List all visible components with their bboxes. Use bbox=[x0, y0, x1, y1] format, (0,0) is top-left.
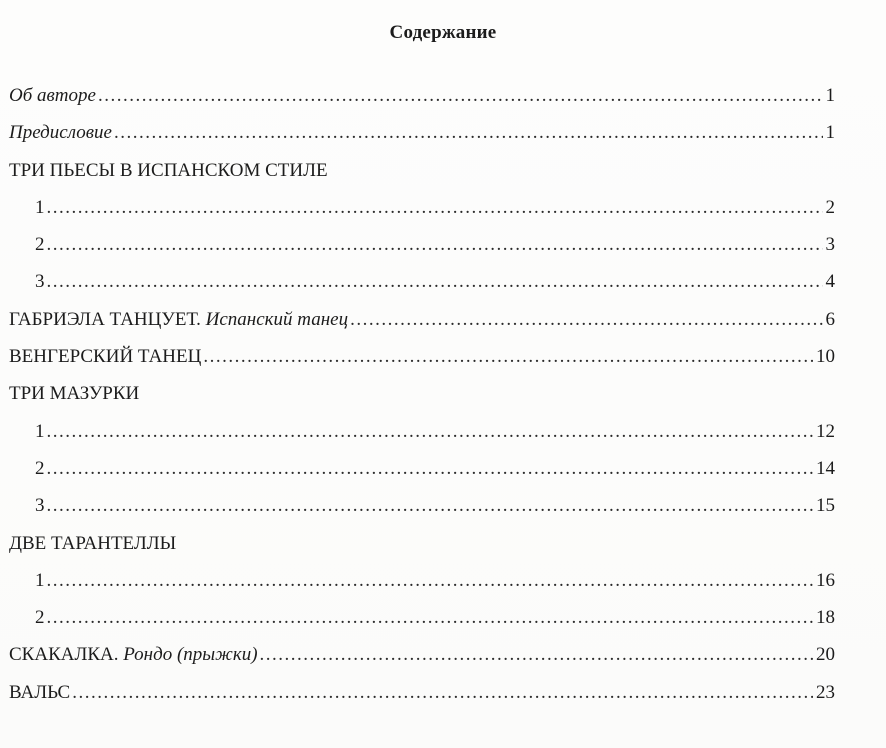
dot-leader bbox=[350, 308, 822, 332]
toc-page-number: 14 bbox=[816, 457, 835, 479]
table-of-contents bbox=[9, 84, 835, 718]
toc-entry bbox=[9, 308, 835, 345]
toc-entry-title bbox=[35, 233, 45, 257]
toc-entry bbox=[9, 643, 835, 680]
dot-leader bbox=[47, 494, 814, 518]
dot-leader bbox=[47, 606, 814, 630]
toc-entry-main-text: ГАБРИЭЛА ТАНЦУЕТ. bbox=[9, 308, 206, 330]
toc-entry-main-text: 2 bbox=[35, 607, 45, 629]
toc-entry bbox=[9, 569, 835, 606]
toc-page-number: 20 bbox=[816, 644, 835, 666]
toc-page-number: 1 bbox=[825, 122, 835, 144]
toc-page-number: 1 bbox=[825, 85, 835, 106]
toc-entry-main-text: ВАЛЬС bbox=[9, 681, 71, 703]
toc-entry-title bbox=[9, 345, 201, 369]
toc-page-number: 10 bbox=[816, 346, 835, 368]
toc-entry bbox=[9, 382, 835, 419]
toc-entry-title bbox=[9, 121, 112, 145]
toc-entry bbox=[9, 532, 835, 569]
toc-entry bbox=[9, 84, 835, 121]
toc-entry-main-text: 1 bbox=[35, 196, 45, 218]
dot-leader bbox=[47, 270, 823, 294]
toc-entry-title bbox=[35, 420, 45, 444]
toc-page-number: 3 bbox=[825, 234, 835, 256]
toc-entry-title bbox=[35, 457, 45, 481]
toc-entry-main-text: 2 bbox=[35, 234, 45, 256]
toc-entry-title bbox=[35, 270, 45, 294]
toc-entry-title bbox=[9, 643, 258, 667]
toc-entry-main-text: ТРИ ПЬЕСЫ В ИСПАНСКОМ СТИЛЕ bbox=[9, 159, 328, 181]
toc-entry-italic-text: Испанский танец bbox=[205, 308, 349, 330]
toc-entry-title bbox=[9, 532, 176, 556]
toc-entry-main-text: 2 bbox=[35, 457, 45, 479]
toc-entry bbox=[9, 159, 835, 196]
toc-entry-title bbox=[9, 159, 328, 183]
toc-entry-title bbox=[35, 606, 45, 630]
toc-entry bbox=[9, 270, 835, 307]
toc-entry-main-text: 1 bbox=[35, 569, 45, 591]
toc-page-number: 15 bbox=[816, 495, 835, 517]
toc-entry-title bbox=[35, 569, 45, 593]
page-title: Содержание bbox=[389, 22, 497, 43]
toc-entry-italic-text: Об авторе bbox=[9, 85, 96, 106]
toc-entry-italic-text: Предисловие bbox=[9, 122, 112, 144]
toc-entry bbox=[9, 345, 835, 382]
toc-page-number: 16 bbox=[816, 569, 835, 591]
toc-page-number: 6 bbox=[825, 308, 835, 330]
toc-entry bbox=[9, 420, 835, 457]
toc-entry-title bbox=[9, 382, 139, 406]
dot-leader bbox=[47, 569, 814, 593]
toc-entry bbox=[9, 606, 835, 643]
toc-page-number: 18 bbox=[816, 607, 835, 629]
toc-entry-main-text: СКАКАЛКА. bbox=[9, 644, 124, 666]
toc-entry bbox=[9, 121, 835, 158]
dot-leader bbox=[47, 420, 814, 444]
toc-entry-title bbox=[9, 84, 96, 108]
toc-entry-main-text: 3 bbox=[35, 495, 45, 517]
dot-leader bbox=[72, 681, 813, 705]
toc-page-number: 23 bbox=[816, 681, 835, 703]
toc-page-number: 4 bbox=[825, 271, 835, 293]
toc-entry-title bbox=[35, 494, 45, 518]
toc-entry bbox=[9, 494, 835, 531]
toc-page-number: 12 bbox=[816, 420, 835, 442]
toc-entry-title bbox=[9, 308, 348, 332]
dot-leader bbox=[47, 196, 823, 220]
toc-entry-main-text: 1 bbox=[35, 420, 45, 442]
dot-leader bbox=[47, 233, 823, 257]
toc-entry-main-text: ВЕНГЕРСКИЙ ТАНЕЦ bbox=[9, 346, 202, 368]
toc-entry-italic-text: Рондо (прыжки) bbox=[123, 644, 258, 666]
toc-entry-title bbox=[35, 196, 45, 220]
dot-leader bbox=[260, 643, 813, 667]
toc-entry-main-text: 3 bbox=[35, 271, 45, 293]
toc-entry-main-text: ДВЕ ТАРАНТЕЛЛЫ bbox=[9, 532, 177, 554]
toc-entry-main-text: ТРИ МАЗУРКИ bbox=[9, 383, 140, 405]
dot-leader bbox=[47, 457, 814, 481]
dot-leader bbox=[203, 345, 813, 369]
toc-page-number: 2 bbox=[825, 196, 835, 218]
toc-entry bbox=[9, 681, 835, 718]
toc-entry bbox=[9, 196, 835, 233]
toc-entry bbox=[9, 233, 835, 270]
toc-entry-title bbox=[9, 681, 70, 705]
dot-leader bbox=[114, 121, 823, 145]
toc-entry bbox=[9, 457, 835, 494]
dot-leader bbox=[98, 84, 823, 108]
